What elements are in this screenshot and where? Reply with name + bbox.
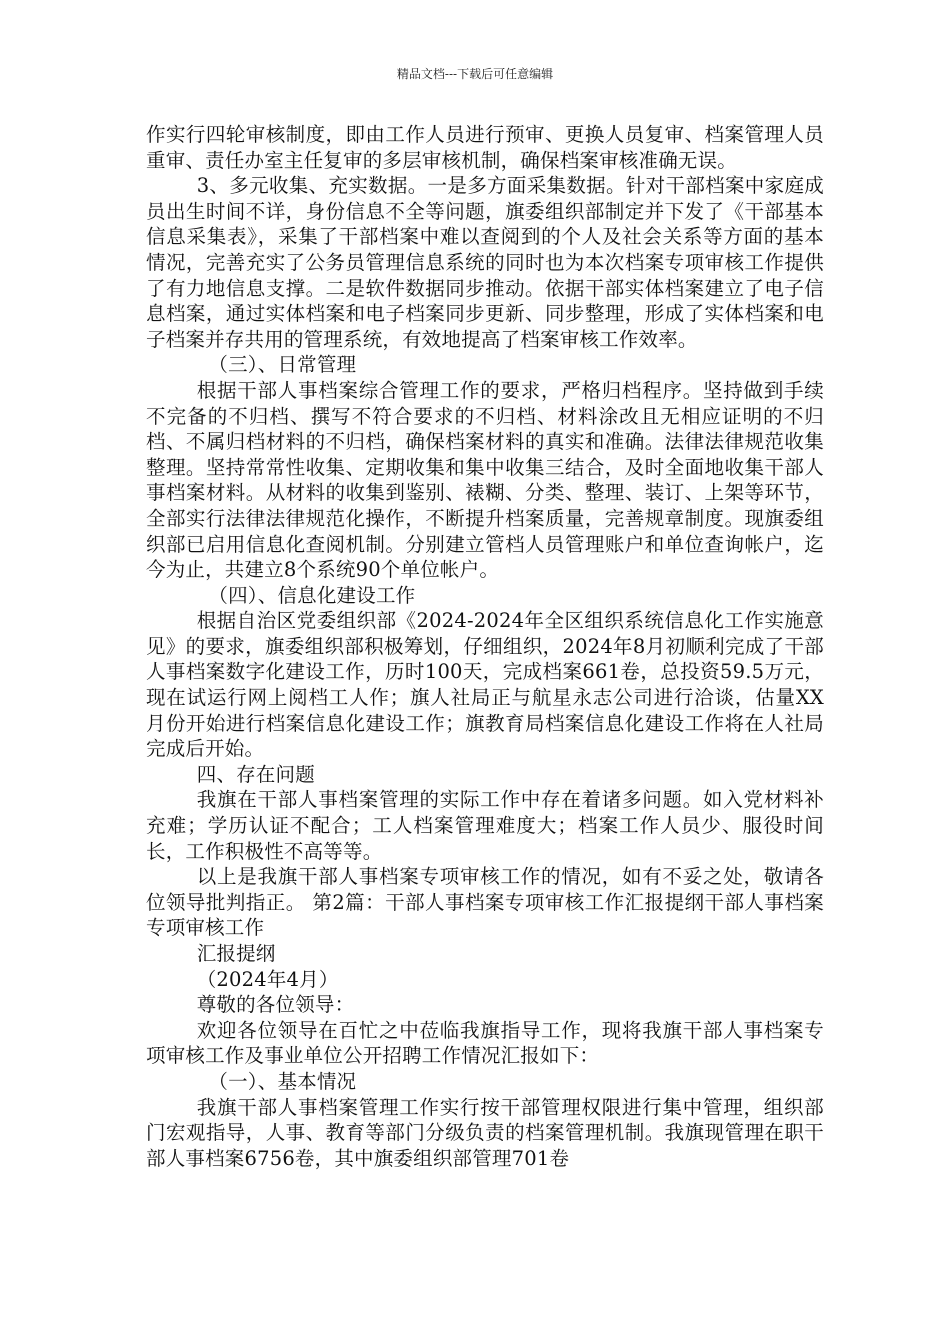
paragraph-data-collection: 3、多元收集、充实数据。一是多方面采集数据。针对干部档案中家庭成员出生时间不详，身份信息不全等问题，旗委组织部制定并下发了《干部基本信息采集表》，采集了干部档案中难以查阅到的个人及社会关系等方面的基本情况，完善充实了公务员管理信息系统的同时也为本次档案专项审核工作提供了有力地信息支撑。二是软件数据同步推动。依据干部实体档案建立了电子信息档案，通过实体档案和电子档案同步更新、同步整理，形成了实体档案和电子档案并存共用的管理系统，有效地提高了档案审核工作效率。 [146, 174, 824, 351]
page-header: 精品文档---下载后可任意编辑 [396, 67, 554, 81]
document-body [146, 122, 824, 1171]
paragraph-problems: 我旗在干部人事档案管理的实际工作中存在着诸多问题。如入党材料补充难；学历认证不配合；工人档案管理难度大；档案工作人员少、服役时间长，工作积极性不高等等。 [146, 788, 824, 863]
outline-date: （2024年4月） [196, 967, 339, 991]
section-heading-basic-info: （一）、基本情况 [208, 1069, 357, 1093]
section-heading-daily-management: （三）、日常管理 [208, 353, 357, 377]
paragraph-review-system: 作实行四轮审核制度，即由工作人员进行预审、更换人员复审、档案管理人员重审、责任办室主任复审的多层审核机制，确保档案审核准确无误。 [146, 123, 824, 172]
paragraph-basic-info: 我旗干部人事档案管理工作实行按干部管理权限进行集中管理，组织部门宏观指导，人事、教育等部门分级负责的档案管理机制。我旗现管理在职干部人事档案6756卷，其中旗委组织部管理701卷 [146, 1095, 824, 1170]
section-heading-informatization: （四）、信息化建设工作 [208, 583, 416, 607]
paragraph-informatization: 根据自治区党委组织部《2024-2024年全区组织系统信息化工作实施意见》的要求，旗委组织部积极筹划，仔细组织，2024年8月初顺利完成了干部人事档案数字化建设工作，历时100天，完成档案661卷，总投资59.5万元，现在试运行网上阅档工人作；旗人社局正与航星永志公司进行洽谈，估量XX月份开始进行档案信息化建设工作；旗教育局档案信息化建设工作将在人社局完成后开始。 [146, 609, 824, 761]
outline-title: 汇报提纲 [196, 942, 276, 965]
salutation: 尊敬的各位领导： [196, 993, 355, 1017]
paragraph-daily-management: 根据干部人事档案综合管理工作的要求，严格归档程序。坚持做到手续不完备的不归档、撰写不符合要求的不归档、材料涂改且无相应证明的不归档、不属归档材料的不归档，确保档案材料的真实和准确。法律法律规范收集整理。坚持常常性收集、定期收集和集中收集三结合，及时全面地收集干部人事档案材料。从材料的收集到鉴别、裱糊、分类、整理、装订、上架等环节，全部实行法律法律规范化操作，不断提升档案质量，完善规章制度。现旗委组织部已启用信息化查阅机制。分别建立管档人员管理账户和单位查询帐户，迄今为止，共建立8个系统90个单位帐户。 [146, 378, 824, 582]
paragraph-welcome: 欢迎各位领导在百忙之中莅临我旗指导工作，现将我旗干部人事档案专项审核工作及事业单位公开招聘工作情况汇报如下： [146, 1018, 824, 1068]
paragraph-closing: 以上是我旗干部人事档案专项审核工作的情况，如有不妥之处，敬请各位领导批判指正。 第2篇：干部人事档案专项审核工作汇报提纲干部人事档案专项审核工作 [146, 865, 824, 940]
section-heading-problems: 四、存在问题 [196, 762, 315, 786]
